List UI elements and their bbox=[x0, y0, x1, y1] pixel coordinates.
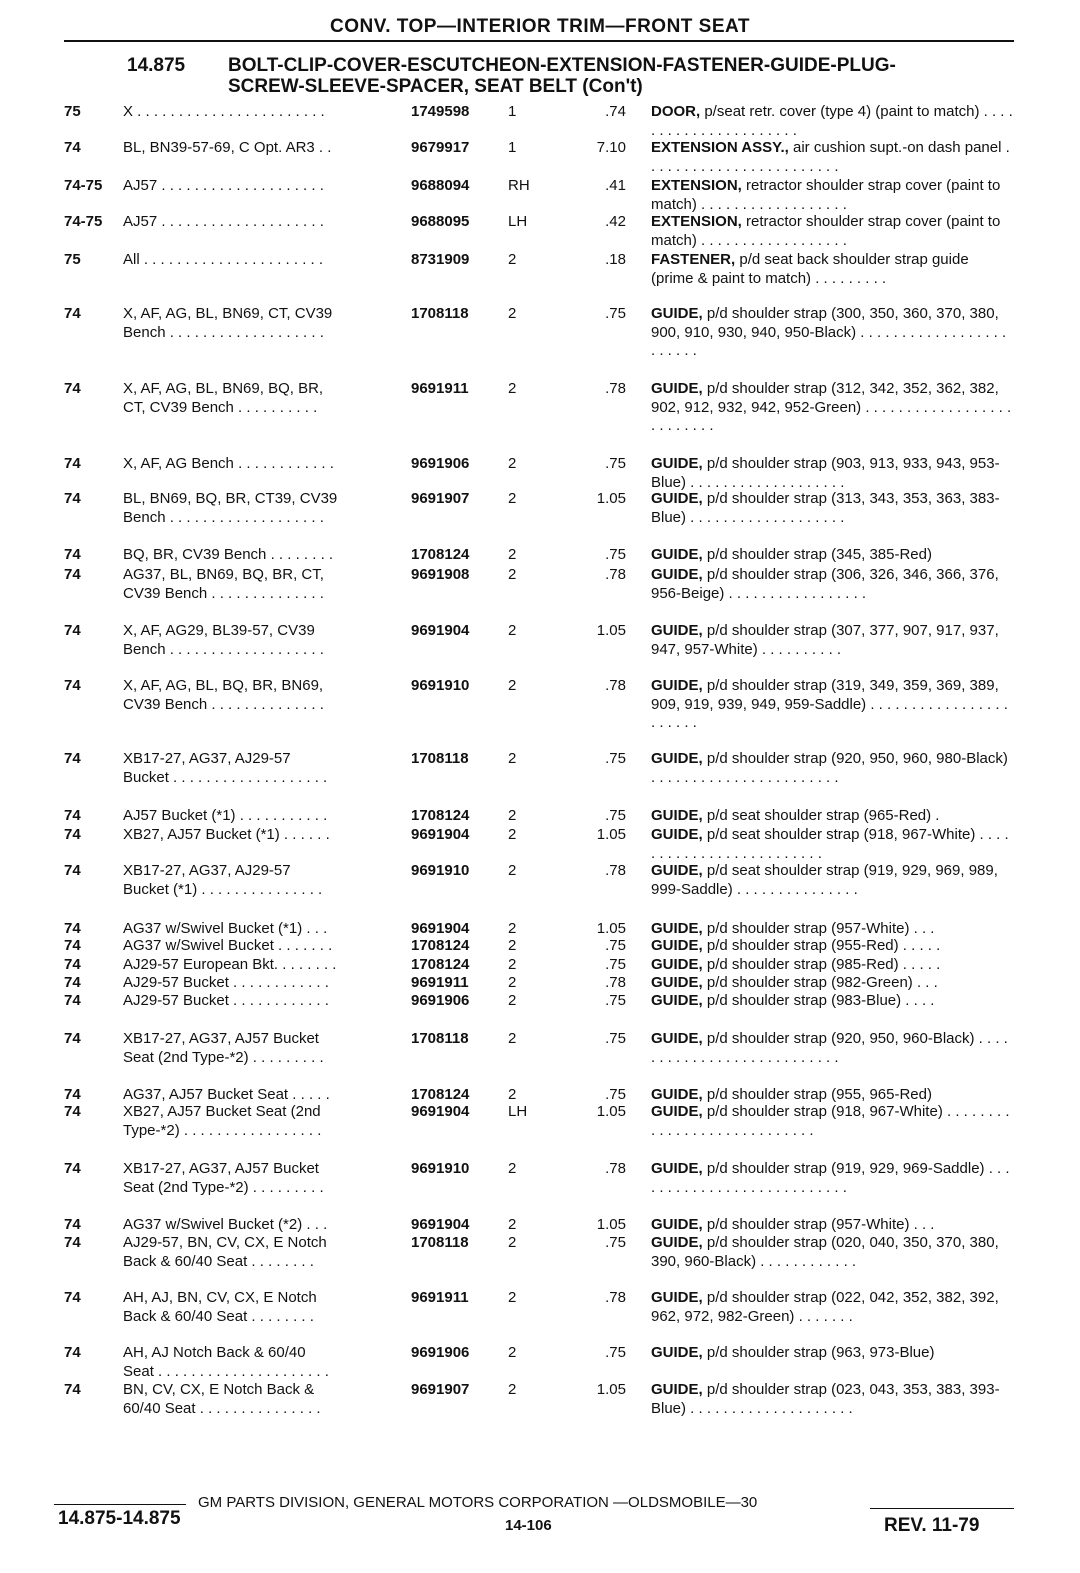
part-description-text: retractor shoulder strap cover (paint to match) . . . . . . . . . . . . . . . . . . bbox=[651, 213, 1001, 249]
part-description bbox=[651, 807, 1013, 826]
part-description bbox=[651, 1030, 1013, 1067]
price: .42 bbox=[605, 213, 626, 230]
part-number: 9691911 bbox=[411, 974, 469, 991]
model-year-code: 74 bbox=[64, 956, 81, 973]
part-name: DOOR, bbox=[651, 103, 701, 120]
part-description bbox=[651, 305, 1013, 361]
price: 7.10 bbox=[596, 139, 626, 156]
part-description-text: p/d shoulder strap (955, 965-Red) bbox=[702, 1086, 932, 1103]
model-year-code: 74-75 bbox=[64, 177, 103, 194]
quantity: 2 bbox=[508, 1344, 517, 1361]
model-year-code: 74-75 bbox=[64, 213, 103, 230]
model-year-code: 74 bbox=[64, 546, 81, 563]
model-year-code: 74 bbox=[64, 1103, 81, 1120]
price: .75 bbox=[605, 1344, 626, 1361]
part-name: GUIDE, bbox=[651, 1344, 703, 1361]
part-number: 9691904 bbox=[411, 920, 470, 937]
part-description bbox=[651, 139, 1013, 176]
model-application: XB27, AJ57 Bucket Seat (2nd Type-*2) . . . . . . . . . . . . . . . . . bbox=[123, 1103, 322, 1139]
part-name: GUIDE, bbox=[651, 490, 703, 507]
price: .75 bbox=[605, 455, 626, 472]
price: .75 bbox=[605, 992, 626, 1009]
quantity: LH bbox=[508, 1103, 528, 1120]
price: 1.05 bbox=[596, 622, 626, 639]
part-description bbox=[651, 455, 1013, 492]
part-number: 1708118 bbox=[411, 750, 469, 767]
part-number: 9691906 bbox=[411, 992, 470, 1009]
model-application: X, AF, AG29, BL39-57, CV39 Bench . . . . . . . . . . . . . . . . . . . bbox=[123, 622, 324, 658]
model-year-code: 74 bbox=[64, 1234, 81, 1251]
part-name: GUIDE, bbox=[651, 807, 703, 824]
model-application: AJ29-57 European Bkt. . . . . . . . bbox=[123, 956, 337, 973]
part-number: 1708124 bbox=[411, 1086, 470, 1103]
quantity: 2 bbox=[508, 992, 517, 1009]
part-description-text: p/d shoulder strap (918, 967-White) . . . . . . . . . . . . . . . . . . . . . . . . . . . . bbox=[651, 1103, 1010, 1139]
quantity: 2 bbox=[508, 1086, 517, 1103]
part-description bbox=[651, 1086, 1013, 1105]
part-description-text: p/d shoulder strap (957-White) . . . bbox=[702, 1216, 935, 1233]
part-description bbox=[651, 750, 1013, 787]
part-number: 9691904 bbox=[411, 622, 470, 639]
part-number: 9691910 bbox=[411, 1160, 470, 1177]
part-number: 1749598 bbox=[411, 103, 470, 120]
quantity: 2 bbox=[508, 956, 517, 973]
price: 1.05 bbox=[596, 490, 626, 507]
part-name: GUIDE, bbox=[651, 455, 703, 472]
model-application: AJ29-57 Bucket . . . . . . . . . . . . bbox=[123, 974, 329, 991]
part-number: 9688095 bbox=[411, 213, 470, 230]
model-year-code: 74 bbox=[64, 1344, 81, 1361]
model-application: XB17-27, AG37, AJ57 Bucket Seat (2nd Type-*2) . . . . . . . . . bbox=[123, 1160, 324, 1196]
part-description-text: p/d seat back shoulder strap guide (prime & paint to match) . . . . . . . . . bbox=[651, 251, 969, 287]
model-application: AG37, AJ57 Bucket Seat . . . . . bbox=[123, 1086, 330, 1103]
part-description-text: p/d shoulder strap (313, 343, 353, 363, 383-Blue) . . . . . . . . . . . . . . . . . . . bbox=[651, 490, 1000, 526]
model-application: XB17-27, AG37, AJ29-57 Bucket . . . . . . . . . . . . . . . . . . . bbox=[123, 750, 328, 786]
price: .41 bbox=[605, 177, 626, 194]
part-number: 9679917 bbox=[411, 139, 470, 156]
part-number: 9691904 bbox=[411, 826, 470, 843]
part-number: 9691911 bbox=[411, 1289, 469, 1306]
model-application: X, AF, AG, BL, BN69, BQ, BR, CT, CV39 Bench . . . . . . . . . . bbox=[123, 380, 324, 416]
quantity: 2 bbox=[508, 305, 517, 322]
model-year-code: 74 bbox=[64, 807, 81, 824]
footer-rule-right bbox=[870, 1508, 1014, 1509]
part-name: GUIDE, bbox=[651, 974, 703, 991]
part-name: GUIDE, bbox=[651, 1289, 703, 1306]
model-year-code: 74 bbox=[64, 750, 81, 767]
model-year-code: 74 bbox=[64, 490, 81, 507]
part-name: GUIDE, bbox=[651, 305, 703, 322]
section-number: 14.875 bbox=[127, 55, 186, 76]
model-year-code: 74 bbox=[64, 677, 81, 694]
model-application: AG37, BL, BN69, BQ, BR, CT, CV39 Bench . . . . . . . . . . . . . . bbox=[123, 566, 324, 602]
footer-rule-left bbox=[54, 1504, 186, 1505]
part-description-text: p/d shoulder strap (920, 950, 960, 980-Black) . . . . . . . . . . . . . . . . . . . . . . . bbox=[651, 750, 1008, 786]
part-description bbox=[651, 566, 1013, 603]
part-description bbox=[651, 1103, 1013, 1140]
quantity: 2 bbox=[508, 1234, 517, 1251]
part-number: 1708124 bbox=[411, 807, 470, 824]
model-year-code: 74 bbox=[64, 455, 81, 472]
part-name: GUIDE, bbox=[651, 920, 703, 937]
price: .75 bbox=[605, 750, 626, 767]
model-year-code: 74 bbox=[64, 622, 81, 639]
part-description-text: retractor shoulder strap cover (paint to match) . . . . . . . . . . . . . . . . . . bbox=[651, 177, 1001, 213]
model-application: BL, BN39-57-69, C Opt. AR3 . . bbox=[123, 139, 332, 156]
quantity: 2 bbox=[508, 566, 517, 583]
quantity: RH bbox=[508, 177, 530, 194]
part-description-text: p/d shoulder strap (306, 326, 346, 366, 376, 956-Beige) . . . . . . . . . . . . . . . . . bbox=[651, 566, 999, 602]
part-number: 9691907 bbox=[411, 490, 470, 507]
quantity: 2 bbox=[508, 1030, 517, 1047]
model-year-code: 74 bbox=[64, 380, 81, 397]
part-name: GUIDE, bbox=[651, 1103, 703, 1120]
part-number: 9691908 bbox=[411, 566, 470, 583]
part-description-text: p/d seat shoulder strap (918, 967-White) . . . . . . . . . . . . . . . . . . . . . . . . . bbox=[651, 826, 1009, 862]
part-description bbox=[651, 213, 1013, 250]
section-title-line1: BOLT-CLIP-COVER-ESCUTCHEON-EXTENSION-FASTENER-GUIDE-PLUG- bbox=[228, 55, 896, 76]
part-number: 8731909 bbox=[411, 251, 470, 268]
model-year-code: 74 bbox=[64, 1216, 81, 1233]
model-application: AG37 w/Swivel Bucket (*1) . . . bbox=[123, 920, 328, 937]
part-number: 1708124 bbox=[411, 956, 470, 973]
part-number: 9691904 bbox=[411, 1103, 470, 1120]
part-description bbox=[651, 937, 1013, 956]
footer-revision: REV. 11-79 bbox=[884, 1515, 980, 1536]
price: .75 bbox=[605, 546, 626, 563]
model-application: AJ57 Bucket (*1) . . . . . . . . . . . bbox=[123, 807, 328, 824]
part-name: GUIDE, bbox=[651, 566, 703, 583]
part-description bbox=[651, 1234, 1013, 1271]
quantity: LH bbox=[508, 213, 528, 230]
part-name: GUIDE, bbox=[651, 1030, 703, 1047]
quantity: 2 bbox=[508, 251, 517, 268]
price: .78 bbox=[605, 677, 626, 694]
model-year-code: 74 bbox=[64, 826, 81, 843]
model-application: AH, AJ, BN, CV, CX, E Notch Back & 60/40 Seat . . . . . . . . bbox=[123, 1289, 317, 1325]
part-description-text: p/d shoulder strap (919, 929, 969-Saddle) . . . . . . . . . . . . . . . . . . . . . . . . . . . bbox=[651, 1160, 1010, 1196]
part-description bbox=[651, 677, 1013, 733]
part-description bbox=[651, 992, 1013, 1011]
price: .75 bbox=[605, 1030, 626, 1047]
quantity: 2 bbox=[508, 862, 517, 879]
model-application: AH, AJ Notch Back & 60/40 Seat . . . . . . . . . . . . . . . . . . . . . bbox=[123, 1344, 329, 1380]
model-application: All . . . . . . . . . . . . . . . . . . . . . . bbox=[123, 251, 324, 268]
part-number: 1708124 bbox=[411, 546, 470, 563]
quantity: 2 bbox=[508, 750, 517, 767]
part-description-text: p/d shoulder strap (983-Blue) . . . . bbox=[702, 992, 935, 1009]
part-description bbox=[651, 1160, 1013, 1197]
part-name: EXTENSION ASSY., bbox=[651, 139, 789, 156]
model-year-code: 74 bbox=[64, 974, 81, 991]
part-description-text: p/d shoulder strap (955-Red) . . . . . bbox=[702, 937, 941, 954]
part-description-text: p/d shoulder strap (319, 349, 359, 369, 389, 909, 919, 939, 949, 959-Saddle) . . . . . . . . . . . . . . . . . . . . . . . bbox=[651, 677, 1008, 731]
quantity: 2 bbox=[508, 974, 517, 991]
section-title-line2: SCREW-SLEEVE-SPACER, SEAT BELT (Con't) bbox=[228, 76, 643, 97]
part-description-text: p/d shoulder strap (985-Red) . . . . . bbox=[702, 956, 941, 973]
part-description-text: p/d shoulder strap (920, 950, 960-Black) . . . . . . . . . . . . . . . . . . . . . . . . . . . bbox=[651, 1030, 1008, 1066]
part-number: 9691907 bbox=[411, 1381, 470, 1398]
price: .75 bbox=[605, 1086, 626, 1103]
model-year-code: 74 bbox=[64, 937, 81, 954]
part-description bbox=[651, 622, 1013, 659]
part-description-text: p/d seat shoulder strap (965-Red) . bbox=[702, 807, 940, 824]
part-name: GUIDE, bbox=[651, 992, 703, 1009]
part-name: FASTENER, bbox=[651, 251, 736, 268]
part-name: GUIDE, bbox=[651, 826, 703, 843]
price: .78 bbox=[605, 974, 626, 991]
part-number: 9691906 bbox=[411, 455, 470, 472]
part-description-text: p/d shoulder strap (300, 350, 360, 370, 380, 900, 910, 930, 940, 950-Black) . . . . . . . . . . . . . . . . . . . . . . . . bbox=[651, 305, 1007, 359]
part-description bbox=[651, 490, 1013, 527]
price: .74 bbox=[605, 103, 626, 120]
model-year-code: 74 bbox=[64, 1160, 81, 1177]
part-name: GUIDE, bbox=[651, 1234, 703, 1251]
model-year-code: 75 bbox=[64, 103, 81, 120]
quantity: 2 bbox=[508, 1381, 517, 1398]
price: 1.05 bbox=[596, 826, 626, 843]
footer-company: GM PARTS DIVISION, GENERAL MOTORS CORPORATION —OLDSMOBILE—30 bbox=[198, 1494, 758, 1511]
model-application: AJ29-57 Bucket . . . . . . . . . . . . bbox=[123, 992, 329, 1009]
price: .75 bbox=[605, 937, 626, 954]
part-description bbox=[651, 862, 1013, 899]
part-name: GUIDE, bbox=[651, 1381, 703, 1398]
part-name: EXTENSION, bbox=[651, 213, 742, 230]
price: .78 bbox=[605, 862, 626, 879]
model-application: BQ, BR, CV39 Bench . . . . . . . . bbox=[123, 546, 334, 563]
part-name: GUIDE, bbox=[651, 546, 703, 563]
part-number: 9691910 bbox=[411, 677, 470, 694]
part-description-text: p/d shoulder strap (312, 342, 352, 362, 382, 902, 912, 932, 942, 952-Green) . . . . . . . . . . . . . . . . . . . . . . . . . . bbox=[651, 380, 1012, 434]
model-application: AJ29-57, BN, CV, CX, E Notch Back & 60/40 Seat . . . . . . . . bbox=[123, 1234, 327, 1270]
part-name: GUIDE, bbox=[651, 1086, 703, 1103]
part-number: 1708118 bbox=[411, 305, 469, 322]
model-year-code: 74 bbox=[64, 1030, 81, 1047]
model-year-code: 74 bbox=[64, 1381, 81, 1398]
part-description-text: p/d shoulder strap (903, 913, 933, 943, 953-Blue) . . . . . . . . . . . . . . . . . . . bbox=[651, 455, 1000, 491]
part-number: 1708124 bbox=[411, 937, 470, 954]
footer-range: 14.875-14.875 bbox=[58, 1508, 181, 1529]
quantity: 2 bbox=[508, 826, 517, 843]
price: .75 bbox=[605, 956, 626, 973]
price: 1.05 bbox=[596, 1103, 626, 1120]
model-application: AJ57 . . . . . . . . . . . . . . . . . . . . bbox=[123, 213, 324, 230]
model-year-code: 74 bbox=[64, 139, 81, 156]
part-description bbox=[651, 1216, 1013, 1235]
quantity: 2 bbox=[508, 1289, 517, 1306]
model-application: XB27, AJ57 Bucket (*1) . . . . . . bbox=[123, 826, 330, 843]
part-description bbox=[651, 251, 1013, 288]
model-application: XB17-27, AG37, AJ57 Bucket Seat (2nd Type-*2) . . . . . . . . . bbox=[123, 1030, 324, 1066]
price: .75 bbox=[605, 1234, 626, 1251]
quantity: 2 bbox=[508, 622, 517, 639]
price: .78 bbox=[605, 1160, 626, 1177]
model-application: X, AF, AG Bench . . . . . . . . . . . . bbox=[123, 455, 334, 472]
model-year-code: 74 bbox=[64, 992, 81, 1009]
model-year-code: 74 bbox=[64, 862, 81, 879]
page-header: CONV. TOP—INTERIOR TRIM—FRONT SEAT bbox=[330, 16, 750, 37]
model-application: X, AF, AG, BL, BQ, BR, BN69, CV39 Bench . . . . . . . . . . . . . . bbox=[123, 677, 324, 713]
part-name: EXTENSION, bbox=[651, 177, 742, 194]
quantity: 2 bbox=[508, 937, 517, 954]
part-description-text: p/d shoulder strap (022, 042, 352, 382, 392, 962, 972, 982-Green) . . . . . . . bbox=[651, 1289, 999, 1325]
part-description bbox=[651, 974, 1013, 993]
part-name: GUIDE, bbox=[651, 862, 703, 879]
price: .75 bbox=[605, 807, 626, 824]
part-name: GUIDE, bbox=[651, 1216, 703, 1233]
price: .75 bbox=[605, 305, 626, 322]
part-description bbox=[651, 1344, 1013, 1363]
part-description-text: air cushion supt.-on dash panel . . . . . . . . . . . . . . . . . . . . . . . . bbox=[651, 139, 1010, 175]
part-name: GUIDE, bbox=[651, 622, 703, 639]
quantity: 1 bbox=[508, 139, 517, 156]
part-number: 1708118 bbox=[411, 1030, 469, 1047]
quantity: 1 bbox=[508, 103, 517, 120]
part-description bbox=[651, 956, 1013, 975]
price: 1.05 bbox=[596, 1216, 626, 1233]
part-description bbox=[651, 380, 1013, 436]
part-description bbox=[651, 1289, 1013, 1326]
model-application: AG37 w/Swivel Bucket (*2) . . . bbox=[123, 1216, 328, 1233]
quantity: 2 bbox=[508, 677, 517, 694]
quantity: 2 bbox=[508, 1160, 517, 1177]
model-application: XB17-27, AG37, AJ29-57 Bucket (*1) . . . . . . . . . . . . . . . bbox=[123, 862, 323, 898]
quantity: 2 bbox=[508, 380, 517, 397]
model-application: X, AF, AG, BL, BN69, CT, CV39 Bench . . . . . . . . . . . . . . . . . . . bbox=[123, 305, 333, 341]
quantity: 2 bbox=[508, 807, 517, 824]
part-number: 9688094 bbox=[411, 177, 470, 194]
part-name: GUIDE, bbox=[651, 937, 703, 954]
price: 1.05 bbox=[596, 920, 626, 937]
model-application: AJ57 . . . . . . . . . . . . . . . . . . . . bbox=[123, 177, 324, 194]
model-application: BL, BN69, BQ, BR, CT39, CV39 Bench . . . . . . . . . . . . . . . . . . . bbox=[123, 490, 338, 526]
quantity: 2 bbox=[508, 455, 517, 472]
part-number: 9691904 bbox=[411, 1216, 470, 1233]
part-description bbox=[651, 920, 1013, 939]
part-description bbox=[651, 826, 1013, 863]
model-year-code: 75 bbox=[64, 251, 81, 268]
model-year-code: 74 bbox=[64, 920, 81, 937]
price: .78 bbox=[605, 380, 626, 397]
part-description-text: p/d seat shoulder strap (919, 929, 969, 989, 999-Saddle) . . . . . . . . . . . . . . . bbox=[651, 862, 998, 898]
part-name: GUIDE, bbox=[651, 380, 703, 397]
model-year-code: 74 bbox=[64, 305, 81, 322]
part-description-text: p/d shoulder strap (345, 385-Red) bbox=[702, 546, 932, 563]
part-name: GUIDE, bbox=[651, 750, 703, 767]
part-description-text: p/d shoulder strap (957-White) . . . bbox=[702, 920, 935, 937]
part-name: GUIDE, bbox=[651, 677, 703, 694]
quantity: 2 bbox=[508, 546, 517, 563]
part-number: 9691911 bbox=[411, 380, 469, 397]
header-rule bbox=[64, 40, 1014, 42]
part-name: GUIDE, bbox=[651, 956, 703, 973]
part-description bbox=[651, 103, 1013, 140]
model-year-code: 74 bbox=[64, 566, 81, 583]
model-application: BN, CV, CX, E Notch Back & 60/40 Seat . . . . . . . . . . . . . . . bbox=[123, 1381, 321, 1417]
price: .18 bbox=[605, 251, 626, 268]
model-year-code: 74 bbox=[64, 1086, 81, 1103]
part-number: 1708118 bbox=[411, 1234, 469, 1251]
model-year-code: 74 bbox=[64, 1289, 81, 1306]
quantity: 2 bbox=[508, 920, 517, 937]
model-application: X . . . . . . . . . . . . . . . . . . . . . . . bbox=[123, 103, 325, 120]
part-description bbox=[651, 546, 1013, 565]
part-description-text: p/d shoulder strap (982-Green) . . . bbox=[702, 974, 938, 991]
part-description-text: p/d shoulder strap (963, 973-Blue) bbox=[702, 1344, 935, 1361]
quantity: 2 bbox=[508, 1216, 517, 1233]
price: .78 bbox=[605, 1289, 626, 1306]
quantity: 2 bbox=[508, 490, 517, 507]
price: 1.05 bbox=[596, 1381, 626, 1398]
part-name: GUIDE, bbox=[651, 1160, 703, 1177]
part-number: 9691906 bbox=[411, 1344, 470, 1361]
price: .78 bbox=[605, 566, 626, 583]
part-description-text: p/seat retr. cover (type 4) (paint to match) . . . . . . . . . . . . . . . . . . . . . . bbox=[651, 103, 1013, 139]
part-description bbox=[651, 177, 1013, 214]
part-description-text: p/d shoulder strap (307, 377, 907, 917, 937, 947, 957-White) . . . . . . . . . . bbox=[651, 622, 999, 658]
part-description-text: p/d shoulder strap (020, 040, 350, 370, 380, 390, 960-Black) . . . . . . . . . . . . bbox=[651, 1234, 999, 1270]
footer-page-number: 14-106 bbox=[505, 1517, 552, 1534]
part-number: 9691910 bbox=[411, 862, 470, 879]
model-application: AG37 w/Swivel Bucket . . . . . . . bbox=[123, 937, 333, 954]
part-description-text: p/d shoulder strap (023, 043, 353, 383, 393-Blue) . . . . . . . . . . . . . . . . . . . . bbox=[651, 1381, 1000, 1417]
part-description bbox=[651, 1381, 1013, 1418]
